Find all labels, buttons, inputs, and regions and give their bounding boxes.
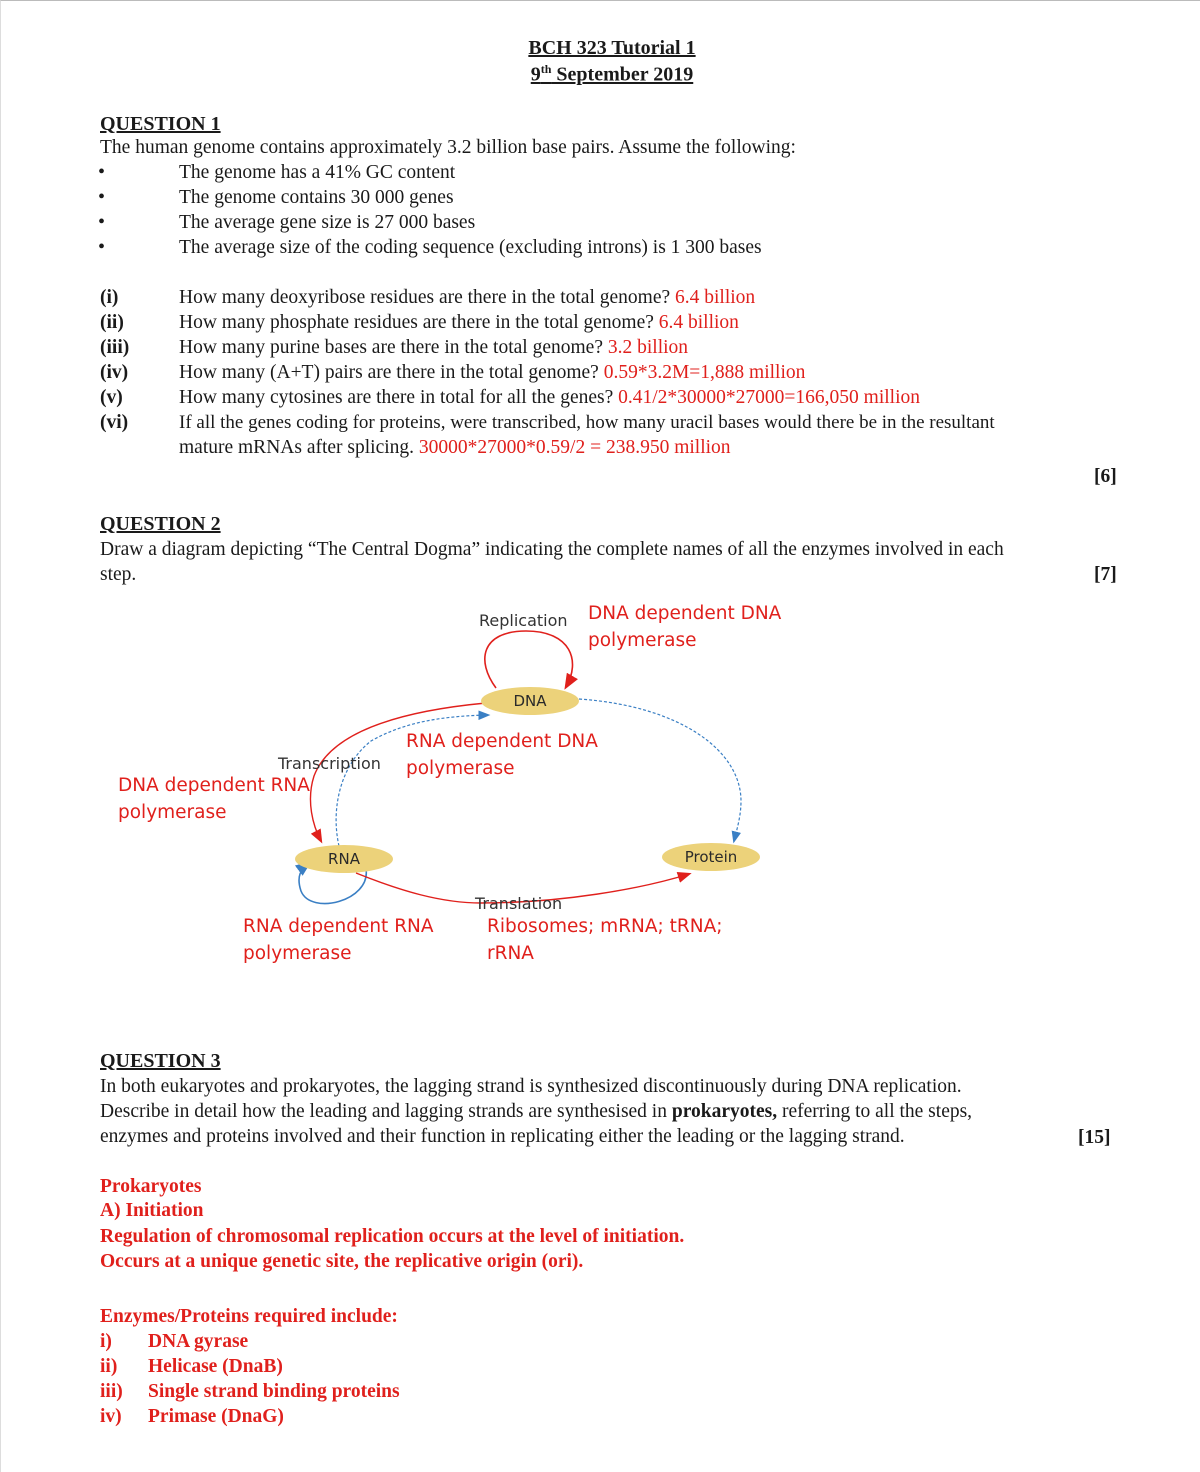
date-day: 9 bbox=[530, 63, 541, 86]
q3-line2-bold: prokaryotes, bbox=[671, 1101, 778, 1122]
q1-assumption-2: The genome contains 30 000 genes bbox=[179, 187, 454, 208]
bullet: • bbox=[98, 211, 106, 233]
reverse-transcription-enzyme: RNA dependent DNA polymerase bbox=[406, 731, 598, 779]
date-suffix: th bbox=[540, 62, 552, 76]
replication-arrow bbox=[485, 631, 573, 688]
q1-item bbox=[179, 337, 688, 359]
q1-question: If all the genes coding for proteins, were transcribed, how many uracil bases would there be in the resultant bbox=[179, 412, 995, 433]
q3-text-line-2 bbox=[100, 1101, 972, 1123]
enzyme-number: iv) bbox=[100, 1406, 122, 1427]
document-title: BCH 323 Tutorial 1 bbox=[528, 37, 696, 59]
q3-line2-pre: Describe in detail how the leading and lagging strands are synthesised in bbox=[100, 1101, 672, 1122]
q1-question: How many cytosines are there in total for all the genes? bbox=[179, 387, 614, 408]
answer-prokaryotes: Prokaryotes bbox=[100, 1176, 202, 1197]
q1-answer: 0.41/2*30000*27000=166,050 million bbox=[618, 387, 921, 408]
q3-marks: [15] bbox=[1078, 1127, 1111, 1148]
translation-label: Translation bbox=[475, 894, 563, 913]
q1-assumption-1: The genome has a 41% GC content bbox=[179, 162, 456, 183]
rna-replication-enzyme: RNA dependent RNA polymerase bbox=[243, 916, 434, 964]
q1-answer: 0.59*3.2M=1,888 million bbox=[603, 362, 806, 383]
bullet: • bbox=[98, 236, 106, 258]
q1-item-number: (iv) bbox=[100, 362, 129, 383]
protein-node: Protein bbox=[662, 843, 760, 871]
enzyme-number: i) bbox=[100, 1331, 112, 1352]
q1-assumption-4: The average size of the coding sequence (excluding introns) is 1 300 bases bbox=[179, 237, 762, 258]
enzyme-name: DNA gyrase bbox=[148, 1331, 249, 1352]
q1-item-number: (v) bbox=[100, 387, 123, 408]
q3-text-line-1: In both eukaryotes and prokaryotes, the lagging strand is synthesized discontinuously during DNA replication. bbox=[100, 1076, 962, 1097]
q1-heading: QUESTION 1 bbox=[100, 113, 221, 135]
q1-question: How many deoxyribose residues are there in the total genome? bbox=[179, 287, 671, 308]
bullet: • bbox=[98, 161, 106, 183]
q1-assumption-3: The average gene size is 27 000 bases bbox=[179, 212, 476, 233]
q2-heading: QUESTION 2 bbox=[100, 513, 221, 535]
rna-node: RNA bbox=[295, 845, 393, 873]
q2-text-line-1: Draw a diagram depicting “The Central Dogma” indicating the complete names of all the enzymes involved in each bbox=[100, 539, 1004, 560]
enzyme-number: iii) bbox=[100, 1381, 123, 1402]
q1-item bbox=[179, 387, 920, 409]
q1-item-number: (i) bbox=[100, 287, 119, 308]
q3-line2-post: referring to all the steps, bbox=[777, 1101, 973, 1122]
date-rest: September 2019 bbox=[551, 63, 694, 86]
q1-question: How many (A+T) pairs are there in the total genome? bbox=[179, 362, 599, 383]
replication-enzyme: DNA dependent DNA polymerase bbox=[588, 603, 782, 651]
q1-intro: The human genome contains approximately 3.2 billion base pairs. Assume the following: bbox=[100, 137, 796, 158]
dna-to-protein-arrow bbox=[579, 699, 741, 841]
transcription-label: Transcription bbox=[278, 754, 381, 773]
q3-heading: QUESTION 3 bbox=[100, 1050, 221, 1072]
translation-enzymes: Ribosomes; mRNA; tRNA; rRNA bbox=[487, 916, 723, 964]
answer-regulation-1: Regulation of chromosomal replication occurs at the level of initiation. bbox=[100, 1226, 685, 1247]
enzymes-heading: Enzymes/Proteins required include: bbox=[100, 1306, 398, 1327]
transcription-enzyme: DNA dependent RNA polymerase bbox=[118, 775, 310, 823]
enzyme-name: Primase (DnaG) bbox=[148, 1406, 284, 1427]
q1-item bbox=[179, 312, 739, 334]
q1-question: How many phosphate residues are there in the total genome? bbox=[179, 312, 654, 333]
enzyme-name: Helicase (DnaB) bbox=[148, 1356, 283, 1377]
q2-text-line-2: step. bbox=[100, 564, 137, 585]
answer-step-a: A) Initiation bbox=[100, 1200, 204, 1221]
q2-marks: [7] bbox=[1094, 564, 1117, 585]
q1-item bbox=[179, 287, 755, 309]
enzyme-name: Single strand binding proteins bbox=[148, 1381, 400, 1402]
document-date bbox=[1, 62, 1200, 87]
bullet: • bbox=[98, 186, 106, 208]
q1-answer: 30000*27000*0.59/2 = 238.950 million bbox=[418, 437, 731, 458]
q1-answer: 3.2 billion bbox=[607, 337, 689, 358]
q3-text-line-3: enzymes and proteins involved and their function in replicating either the leading or the lagging strand. bbox=[100, 1126, 905, 1147]
replication-label: Replication bbox=[479, 611, 568, 630]
q1-answer: 6.4 billion bbox=[675, 287, 756, 308]
q1-item-number: (iii) bbox=[100, 337, 130, 358]
q1-question: How many purine bases are there in the total genome? bbox=[179, 337, 603, 358]
q1-question-cont: mature mRNAs after splicing. bbox=[179, 437, 415, 458]
q1-marks: [6] bbox=[1094, 466, 1117, 487]
q1-item bbox=[179, 437, 731, 459]
answer-regulation-2: Occurs at a unique genetic site, the replicative origin (ori). bbox=[100, 1251, 584, 1272]
q1-item bbox=[179, 362, 805, 384]
q1-item-number: (vi) bbox=[100, 412, 129, 433]
q1-answer: 6.4 billion bbox=[658, 312, 739, 333]
dna-node: DNA bbox=[481, 687, 579, 715]
q1-item-number: (ii) bbox=[100, 312, 124, 333]
enzyme-number: ii) bbox=[100, 1356, 118, 1377]
